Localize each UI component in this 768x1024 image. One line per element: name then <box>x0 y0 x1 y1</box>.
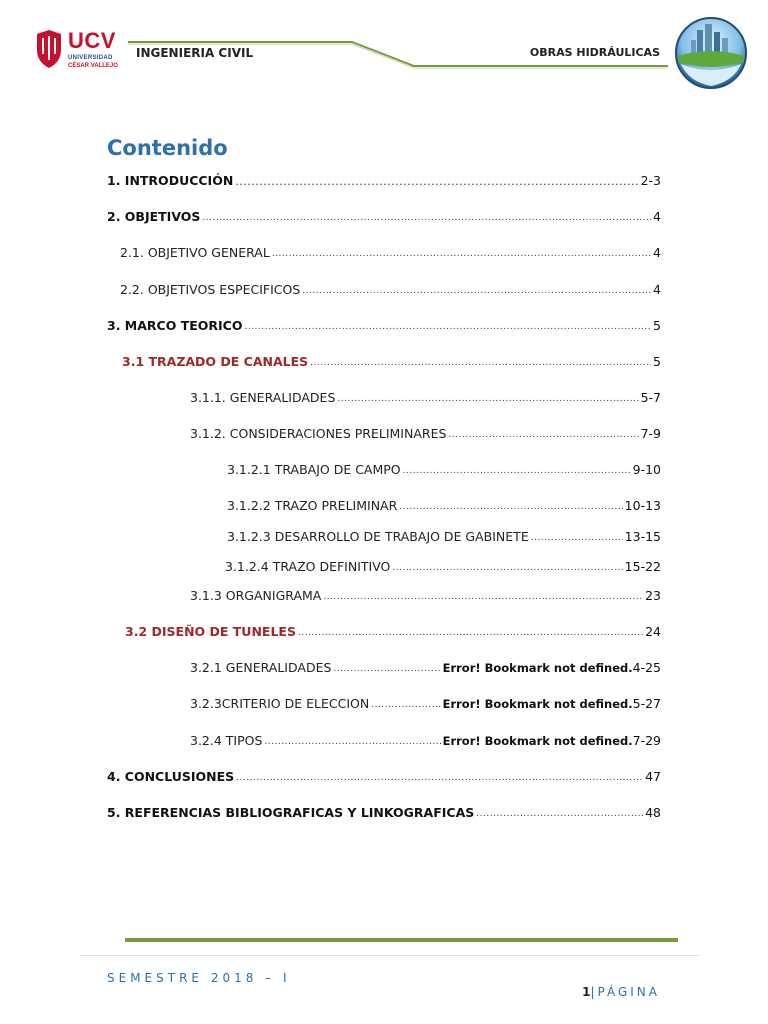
toc-entry-page: 5 <box>653 318 661 333</box>
toc-entry-conclusiones[interactable] <box>107 766 661 784</box>
toc-entry-trazo-definitivo[interactable] <box>225 556 661 574</box>
header-right-title: OBRAS HIDRÁULICAS <box>529 46 660 59</box>
toc-entry-page: 9-10 <box>632 462 661 477</box>
toc-entry-page: 24 <box>645 624 661 639</box>
toc-entry-label: 3.2 DISEÑO DE TUNELES <box>125 624 296 639</box>
footer-divider <box>80 955 700 956</box>
toc-entry-error: Error! Bookmark not defined. <box>442 734 633 748</box>
toc-leader <box>399 501 622 513</box>
toc-entry-page: 2-3 <box>640 173 661 188</box>
toc-entry-page: 5-7 <box>640 390 661 405</box>
toc-entry-label: 3.1.1. GENERALIDADES <box>190 390 336 405</box>
footer-page-number <box>560 985 660 999</box>
toc-entry-page: 10-13 <box>624 498 661 513</box>
toc-entry-page: 47 <box>645 769 661 784</box>
toc-leader <box>371 699 440 711</box>
toc-entry-tipos[interactable] <box>190 730 661 748</box>
toc-entry-error: Error! Bookmark not defined. <box>442 661 633 675</box>
toc-entry-label: 3.2.3CRITERIO DE ELECCION <box>190 696 370 711</box>
toc-entry-label: 3.1.2.3 DESARROLLO DE TRABAJO DE GABINETE <box>227 529 529 544</box>
toc-entry-objetivos[interactable] <box>107 206 661 224</box>
toc-entry-generalidades[interactable] <box>190 387 661 405</box>
toc-leader <box>272 248 651 260</box>
toc-entry-label: 3. MARCO TEORICO <box>107 318 243 333</box>
toc-title: Contenido <box>107 136 228 160</box>
toc-entry-trabajo-de-gabinete[interactable] <box>227 526 661 544</box>
toc-leader <box>333 663 440 675</box>
footer-green-bar <box>125 938 678 942</box>
toc-entry-page: 23 <box>645 588 661 603</box>
toc-entry-error: Error! Bookmark not defined. <box>442 697 633 711</box>
toc-leader <box>476 808 643 820</box>
logo-subtitle-2: CÉSAR VALLEJO <box>68 63 118 69</box>
toc-entry-marco-teorico[interactable] <box>107 315 661 333</box>
toc-entry-trazado-de-canales[interactable] <box>122 351 661 369</box>
logo-subtitle: UNIVERSIDAD <box>68 55 113 61</box>
toc-leader <box>236 772 643 784</box>
toc-entry-objetivo-general[interactable] <box>120 242 661 260</box>
toc-entry-label: 3.1.3 ORGANIGRAMA <box>190 588 322 603</box>
toc-leader <box>310 357 651 369</box>
toc-entry-diseno-de-tuneles[interactable] <box>125 621 661 639</box>
toc-entry-trabajo-de-campo[interactable] <box>227 459 661 477</box>
toc-entry-introduccion[interactable] <box>107 170 661 188</box>
toc-entry-page: 4 <box>653 282 661 297</box>
toc-entry-organigrama[interactable] <box>190 585 661 603</box>
toc-entry-label: 3.1.2. CONSIDERACIONES PRELIMINARES <box>190 426 447 441</box>
toc-leader <box>264 736 440 748</box>
toc-leader <box>323 591 643 603</box>
toc-entry-label: 3.1.2.1 TRABAJO DE CAMPO <box>227 462 401 477</box>
toc-entry-label: 3.1 TRAZADO DE CANALES <box>122 354 309 369</box>
toc-leader <box>337 393 638 405</box>
toc-entry-trazo-preliminar[interactable] <box>227 495 661 513</box>
toc-entry-page: 4 <box>653 245 661 260</box>
toc-leader <box>403 465 631 477</box>
toc-leader <box>302 285 651 297</box>
ucv-logo <box>36 28 122 72</box>
toc-entry-page: 5-27 <box>632 696 661 711</box>
toc-entry-label: 3.2.1 GENERALIDADES <box>190 660 332 675</box>
toc-entry-criterio-de-eleccion[interactable] <box>190 693 661 711</box>
footer-semestre: SEMESTRE 2018 – I <box>107 971 291 985</box>
toc-leader <box>244 321 651 333</box>
toc-leader <box>531 532 623 544</box>
toc-entry-consideraciones[interactable] <box>190 423 661 441</box>
toc-entry-label: 4. CONCLUSIONES <box>107 769 235 784</box>
toc-entry-tuneles-generalidades[interactable] <box>190 657 661 675</box>
toc-entry-page: 48 <box>645 805 661 820</box>
toc-entry-page: 5 <box>653 354 661 369</box>
header-left-title: INGENIERIA CIVIL <box>136 46 254 60</box>
toc-entry-objetivos-especificos[interactable] <box>120 279 661 297</box>
toc-entry-page: 4 <box>653 209 661 224</box>
toc-entry-label: 3.1.2.4 TRAZO DEFINITIVO <box>225 559 391 574</box>
toc-entry-label: 2.1. OBJETIVO GENERAL <box>120 245 270 260</box>
toc-leader <box>298 627 643 639</box>
toc-entry-page: 15-22 <box>624 559 661 574</box>
logo-text: UCV <box>68 28 116 53</box>
toc-entry-label: 2.2. OBJETIVOS ESPECIFICOS <box>120 282 301 297</box>
toc-entry-label: 5. REFERENCIAS BIBLIOGRAFICAS Y LINKOGRAFICAS <box>107 805 475 820</box>
globe-city-icon <box>673 16 749 90</box>
toc-entry-page: 13-15 <box>624 529 661 544</box>
toc-entry-label: 1. INTRODUCCIÓN <box>107 173 234 188</box>
toc-entry-page: 7-9 <box>640 426 661 441</box>
toc-entry-referencias[interactable] <box>107 802 661 820</box>
toc-entry-label: 3.2.4 TIPOS <box>190 733 263 748</box>
ucv-shield-icon <box>36 30 62 68</box>
page-number: 1 <box>582 985 591 999</box>
page-header <box>0 0 768 110</box>
toc-entry-page: 7-29 <box>632 733 661 748</box>
toc-entry-label: 2. OBJETIVOS <box>107 209 201 224</box>
toc-entry-label: 3.1.2.2 TRAZO PRELIMINAR <box>227 498 398 513</box>
toc-leader <box>392 562 622 574</box>
toc-entry-page: 4-25 <box>632 660 661 675</box>
page-label: |PÁGINA <box>590 985 660 999</box>
toc-leader <box>235 176 638 188</box>
toc-leader <box>448 429 638 441</box>
toc-leader <box>202 212 651 224</box>
